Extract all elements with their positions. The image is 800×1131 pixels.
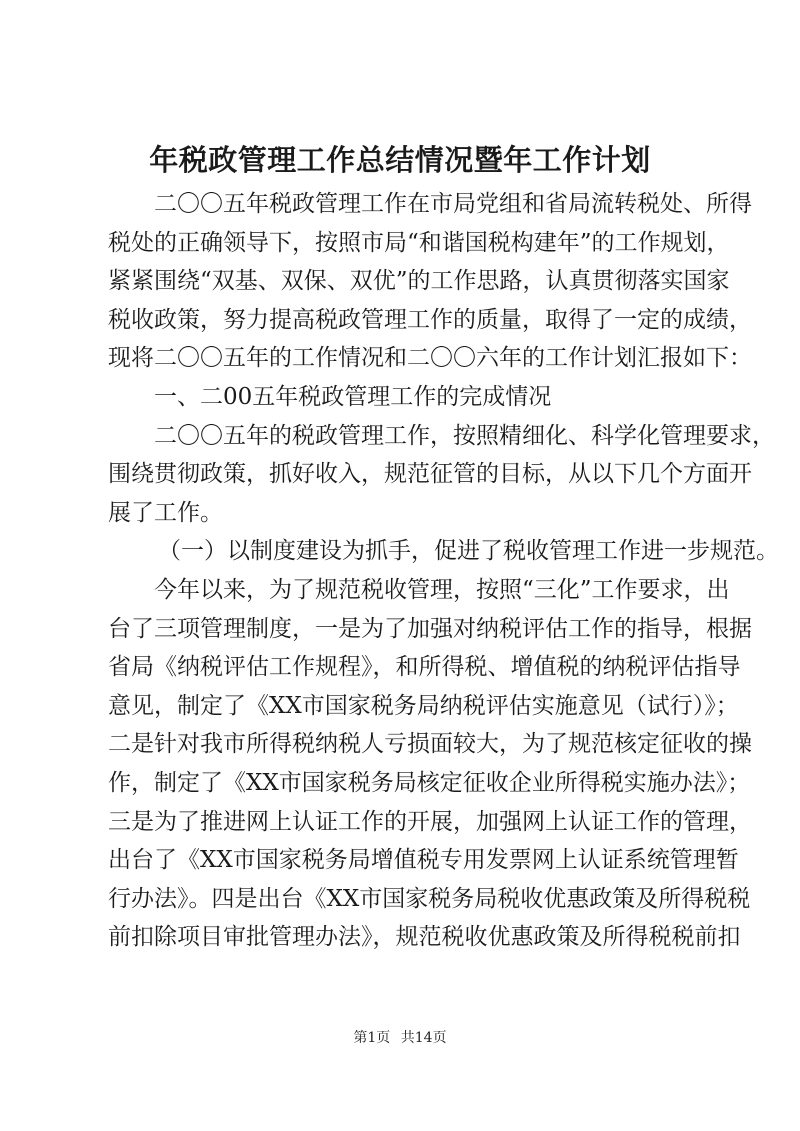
page-total: 共14页: [400, 1030, 447, 1046]
text-line: 围绕贯彻政策，抓好收入，规范征管的目标，从以下几个方面开: [108, 461, 752, 488]
page-number: 第1页: [353, 1030, 391, 1046]
subsection-heading: [108, 532, 779, 571]
page-footer: [0, 1028, 800, 1048]
text-line: 台了三项管理制度，一是为了加强对纳税评估工作的指导，根据: [108, 615, 752, 642]
paragraph-intro: [108, 185, 752, 378]
text-line: 税收政策，努力提高税政管理工作的质量，取得了一定的成绩，: [108, 306, 752, 333]
text-line: 紧紧围绕“双基、双保、双优”的工作思路，认真贯彻落实国家: [108, 268, 730, 295]
text-line: 作，制定了《XX市国家税务局核定征收企业所得税实施办法》；: [108, 769, 751, 796]
paragraph-details: [108, 571, 752, 957]
text-line: （一）以制度建设为抓手，促进了税收管理工作进一步规范。: [158, 538, 779, 565]
text-line: 二是针对我市所得税纳税人亏损面较大，为了规范核定征收的操: [108, 731, 752, 758]
document-body: [108, 185, 779, 957]
text-line: 三是为了推进网上认证工作的开展，加强网上认证工作的管理，: [108, 808, 752, 835]
document-title: 年税政管理工作总结情况暨年工作计划: [149, 143, 651, 177]
text-line: 税处的正确领导下，按照市局“和谐国税构建年”的工作规划，: [108, 229, 730, 256]
text-line: 一、二00五年税政管理工作的完成情况: [154, 383, 552, 410]
text-line: 展了工作。: [108, 499, 223, 526]
text-line: 今年以来，为了规范税收管理，按照“三化”工作要求，出: [154, 576, 730, 603]
text-line: 前扣除项目审批管理办法》，规范税收优惠政策及所得税税前扣: [108, 924, 741, 951]
text-line: 二〇〇五年的税政管理工作，按照精细化、科学化管理要求，: [154, 422, 775, 449]
paragraph-overview: [108, 417, 775, 533]
text-line: 现将二〇〇五年的工作情况和二〇〇六年的工作计划汇报如下：: [108, 345, 752, 372]
text-line: 二〇〇五年税政管理工作在市局党组和省局流转税处、所得: [154, 191, 752, 217]
text-line: 意见，制定了《XX市国家税务局纳税评估实施意见（试行）》；: [108, 692, 739, 719]
text-line: 省局《纳税评估工作规程》，和所得税、增值税的纳税评估指导: [108, 654, 741, 681]
text-line: 出台了《XX市国家税务局增值税专用发票网上认证系统管理暂: [108, 847, 739, 874]
section-heading: [108, 378, 700, 417]
text-line: 行办法》。四是出台《XX市国家税务局税收优惠政策及所得税税: [108, 885, 751, 912]
